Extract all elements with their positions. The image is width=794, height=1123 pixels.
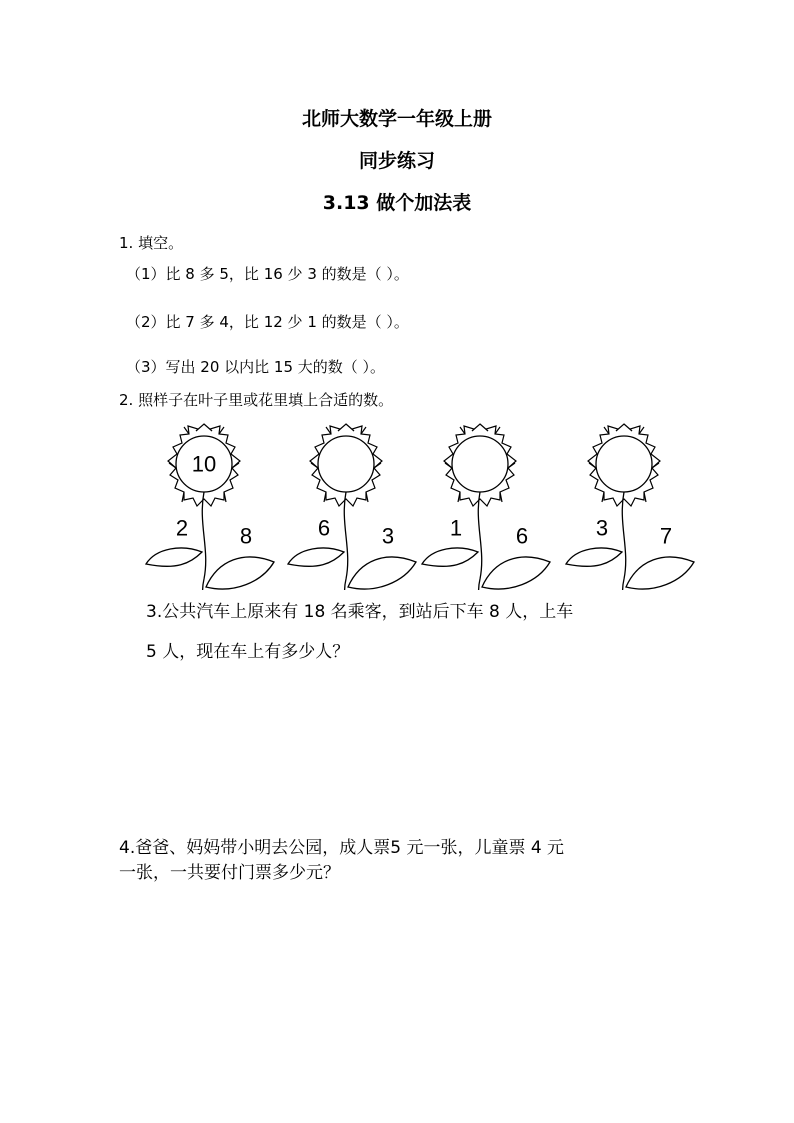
flower-1 — [146, 424, 274, 590]
lesson-title: 3.13 做个加法表 — [322, 192, 472, 214]
worksheet-title: 北师大数学一年级上册 — [301, 108, 492, 130]
question-1-heading: 1. 填空。 — [119, 234, 184, 252]
left-leaf-number: 1 — [449, 515, 463, 541]
question-1-item-2: （2）比 7 多 4，比 12 少 1 的数是（ ）。 — [126, 313, 409, 331]
right-leaf-number: 7 — [659, 523, 673, 549]
question-3-line-1: 3.公共汽车上原来有 18 名乘客，到站后下车 8 人，上车 — [146, 602, 574, 622]
left-leaf-number: 3 — [595, 515, 609, 541]
left-leaf-number: 6 — [317, 515, 331, 541]
flower-center-number: 10 — [191, 451, 217, 477]
question-2-heading: 2. 照样子在叶子里或花里填上合适的数。 — [119, 391, 394, 409]
question-3-line-2: 5 人，现在车上有多少人？ — [146, 642, 350, 662]
right-leaf-number: 8 — [239, 523, 253, 549]
question-4-line-1: 4.爸爸、妈妈带小明去公园，成人票5 元一张，儿童票 4 元 — [119, 838, 565, 858]
flower-3 — [422, 424, 550, 590]
question-1-item-1: （1）比 8 多 5，比 16 少 3 的数是（ ）。 — [126, 265, 409, 283]
right-leaf-number: 3 — [381, 523, 395, 549]
question-1-item-3: （3）写出 20 以内比 15 大的数（ ）。 — [126, 358, 386, 376]
flower-2 — [288, 424, 416, 590]
flower-4 — [566, 424, 694, 590]
left-leaf-number: 2 — [175, 515, 189, 541]
worksheet-subtitle: 同步练习 — [358, 150, 435, 172]
right-leaf-number: 6 — [515, 523, 529, 549]
question-4-line-2: 一张，一共要付门票多少元？ — [119, 863, 340, 883]
flower-diagram — [0, 420, 794, 590]
